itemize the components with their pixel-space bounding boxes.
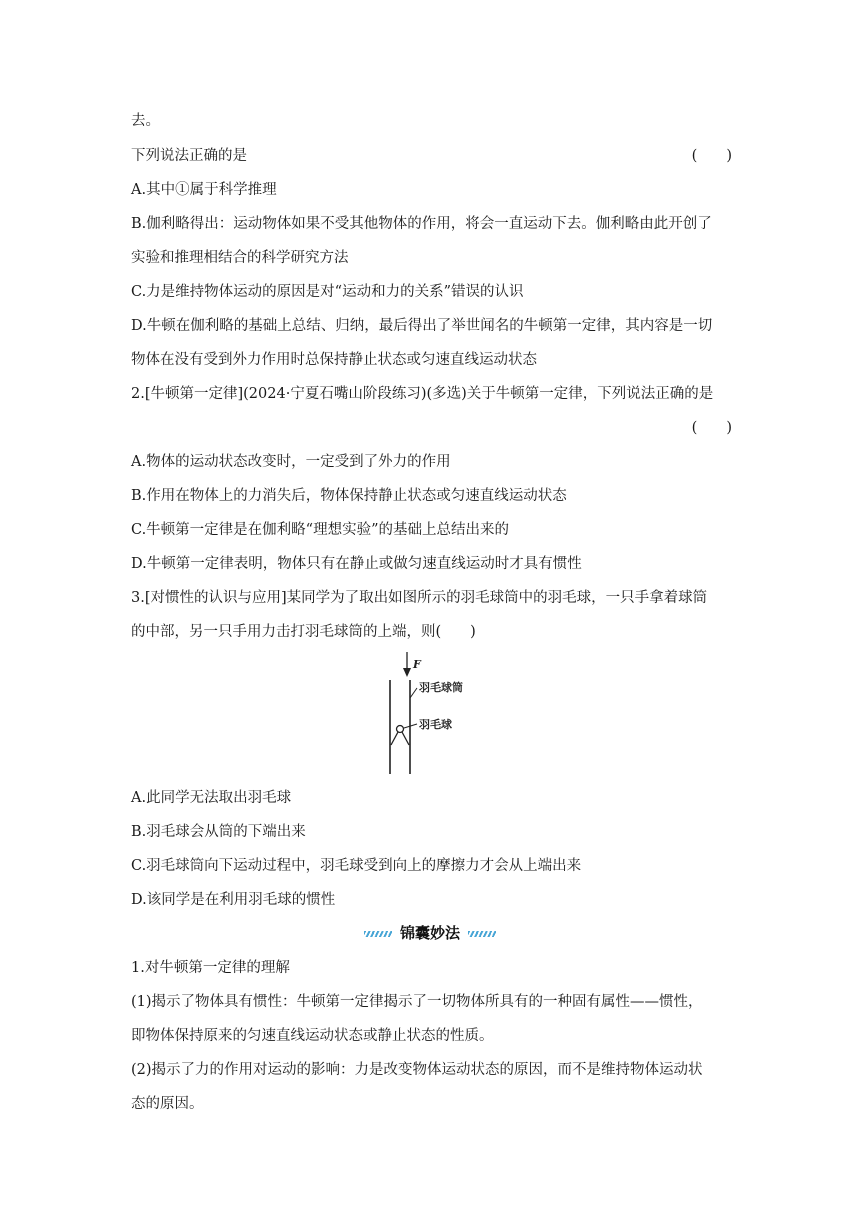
text-line: 下列说法正确的是 bbox=[131, 148, 247, 164]
text-line: 态的原因。 bbox=[131, 1096, 204, 1112]
option-d: D.该同学是在利用羽毛球的惯性 bbox=[131, 892, 336, 908]
option-d: D.牛顿第一定律表明，物体只有在静止或做匀速直线运动时才具有惯性 bbox=[131, 556, 582, 572]
option-c: C.牛顿第一定律是在伽利略“理想实验”的基础上总结出来的 bbox=[131, 522, 510, 538]
question-3: 3.[对惯性的认识与应用]某同学为了取出如图所示的羽毛球筒中的羽毛球，一只手拿着球筒 bbox=[131, 590, 708, 606]
option-a: A.此同学无法取出羽毛球 bbox=[131, 790, 292, 806]
answer-blank: ( ) bbox=[691, 148, 732, 164]
ball-label: 羽毛球 bbox=[419, 718, 452, 731]
text-line: (1)揭示了物体具有惯性：牛顿第一定律揭示了一切物体所具有的一种固有属性——惯性， bbox=[131, 994, 703, 1010]
option-a: A.物体的运动状态改变时，一定受到了外力的作用 bbox=[131, 454, 451, 470]
text-line: 即物体保持原来的匀速直线运动状态或静止状态的性质。 bbox=[131, 1028, 494, 1044]
answer-blank: ( ) bbox=[691, 420, 732, 436]
option-d: D.牛顿在伽利略的基础上总结、归纳，最后得出了举世闻名的牛顿第一定律，其内容是一切 bbox=[131, 318, 713, 334]
question-2: 2.[牛顿第一定律](2024·宁夏石嘴山阶段练习)(多选)关于牛顿第一定律，下列说法正确的是 bbox=[131, 386, 714, 402]
text-line: (2)揭示了力的作用对运动的影响：力是改变物体运动状态的原因，而不是维持物体运动状 bbox=[131, 1062, 703, 1078]
text-line: 去。 bbox=[131, 113, 160, 129]
text-line: 实验和推理相结合的科学研究方法 bbox=[131, 250, 349, 266]
option-b: B.伽利略得出：运动物体如果不受其他物体的作用，将会一直运动下去。伽利略由此开创了 bbox=[131, 216, 712, 232]
banner-title: 锦囊妙法 bbox=[399, 924, 460, 942]
tube-label: 羽毛球筒 bbox=[419, 681, 463, 694]
text-line: 的中部，另一只手用力击打羽毛球筒的上端，则( ) bbox=[131, 624, 476, 640]
option-c: C.力是维持物体运动的原因是对“运动和力的关系”错误的认识 bbox=[131, 284, 524, 300]
force-label: F bbox=[413, 658, 421, 671]
shuttlecock-tube-figure bbox=[380, 650, 480, 776]
text-line: 物体在没有受到外力作用时总保持静止状态或匀速直线运动状态 bbox=[131, 352, 537, 368]
section-heading: 1.对牛顿第一定律的理解 bbox=[131, 960, 290, 976]
section-banner bbox=[364, 920, 496, 946]
banner-hatch-right bbox=[468, 931, 496, 937]
option-b: B.作用在物体上的力消失后，物体保持静止状态或匀速直线运动状态 bbox=[131, 488, 567, 504]
option-b: B.羽毛球会从筒的下端出来 bbox=[131, 824, 306, 840]
option-a: A.其中①属于科学推理 bbox=[131, 182, 277, 198]
option-c: C.羽毛球筒向下运动过程中，羽毛球受到向上的摩擦力才会从上端出来 bbox=[131, 858, 582, 874]
